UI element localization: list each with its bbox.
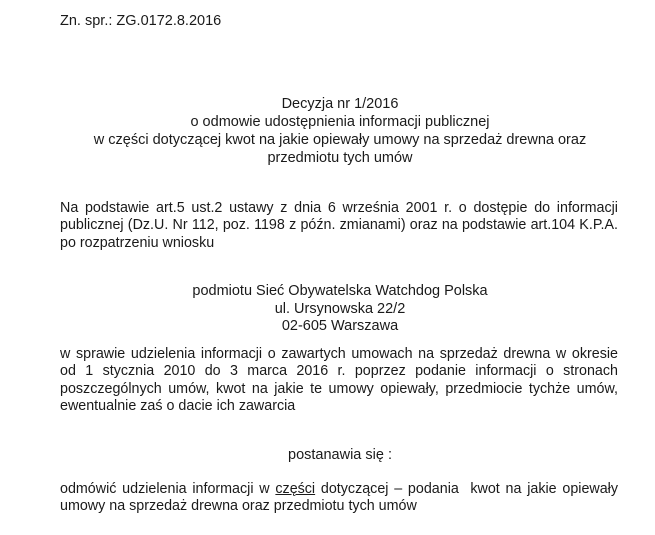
applicant-name: podmiotu Sieć Obywatelska Watchdog Polska — [192, 283, 488, 299]
decision-paragraph — [60, 481, 622, 516]
decision-number: Decyzja nr 1/2016 — [281, 96, 399, 112]
applicant-address — [60, 283, 620, 336]
decision-underlined-word: części — [275, 481, 316, 497]
applicant-street: ul. Ursynowska 22/2 — [274, 300, 406, 317]
matter-paragraph: w sprawie udzielenia informacji o zawartych umowach na sprzedaż drewna w okresie od 1 stycznia 2010 do 3 marca 2016 r. poprzez podanie informacji o stronach poszczególnych umów, kwot na jakie te umowy opiewały, przedmiocie tychże umów, ewentualnie zaś o dacie ich zawarcia — [60, 346, 618, 415]
legal-basis-paragraph: Na podstawie art.5 ust.2 ustawy z dnia 6 września 2001 r. o dostępie do informacji publicznej (Dz.U. Nr 112, poz. 1198 z późn. zmianami) oraz na podstawie art.104 K.P.A. po rozpatrzeniu wniosku — [60, 200, 618, 251]
decision-title — [60, 95, 620, 167]
applicant-city: 02-605 Warszawa — [281, 318, 399, 334]
decision-text-start: odmówić udzielenia informacji w — [60, 481, 276, 497]
decision-heading: postanawia się : — [288, 447, 392, 463]
decision-subject-line: przedmiotu tych umów — [267, 150, 413, 166]
decision-subject-line: w części dotyczącej kwot na jakie opiewały umowy na sprzedaż drewna oraz — [93, 132, 587, 148]
decision-text-end: dotyczącej – podania kwot na jakie opiewały umowy na sprzedaż drewna oraz przedmiotu tych umów — [60, 481, 622, 515]
case-reference: Zn. spr.: ZG.0172.8.2016 — [60, 13, 222, 29]
decision-subject-line: o odmowie udostępnienia informacji publicznej — [190, 114, 490, 130]
